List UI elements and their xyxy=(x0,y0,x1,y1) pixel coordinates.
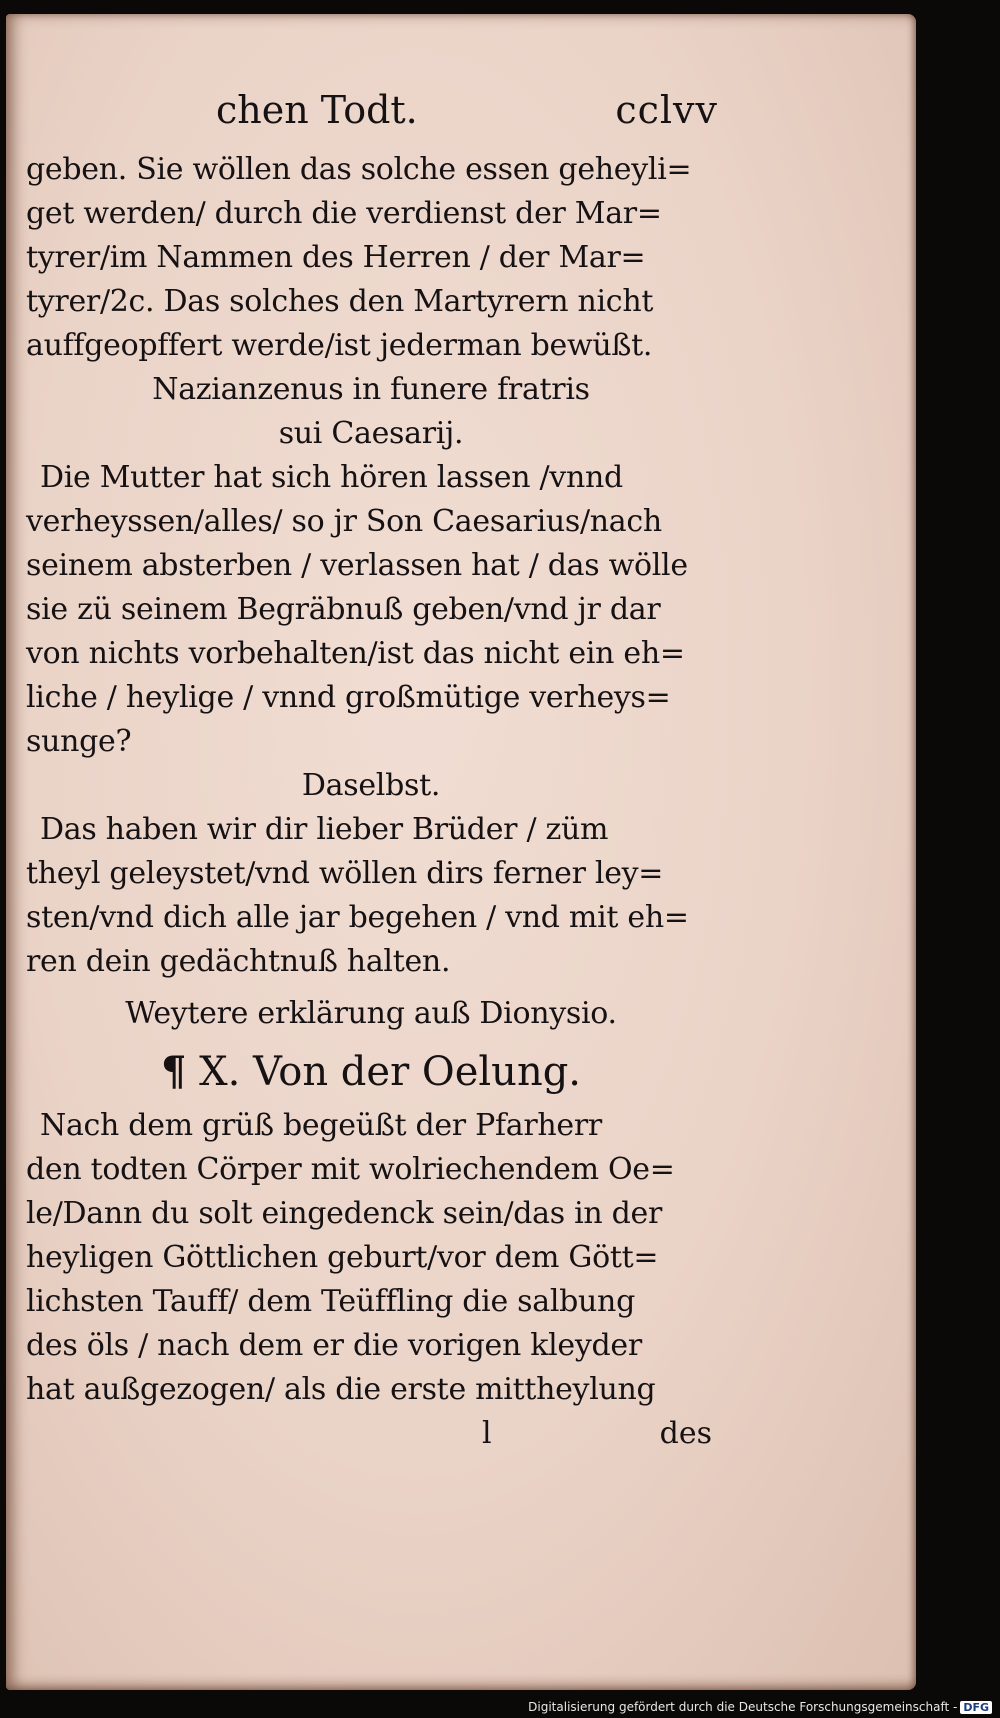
text-line: le/Dann du solt eingedenck sein/das in der xyxy=(26,1196,663,1231)
text-line: auffgeopffert werde/ist jederman bewüßt. xyxy=(26,328,653,363)
text-line: liche / heylige / vnnd großmütige verheys= xyxy=(26,680,671,715)
dfg-logo: DFG xyxy=(960,1701,992,1714)
text-line: sten/vnd dich alle jar begehen / vnd mit eh= xyxy=(26,900,689,935)
text-line: Das haben wir dir lieber Brüder / züm xyxy=(40,812,609,847)
text-line: Nach dem grüß begeüßt der Pfarherr xyxy=(40,1108,602,1143)
signature-mark: l xyxy=(482,1416,492,1451)
catchline xyxy=(26,1412,716,1456)
citation-heading: sui Caesarij. xyxy=(278,416,464,451)
text-line: sunge? xyxy=(26,724,132,759)
text-line: verheyssen/alles/ so jr Son Caesarius/nach xyxy=(26,504,662,539)
text-line: geben. Sie wöllen das solche essen geheyli= xyxy=(26,152,692,187)
text-line: tyrer/im Nammen des Herren / der Mar= xyxy=(26,240,646,275)
section-heading xyxy=(26,1042,716,1104)
subheading: Weytere erklärung auß Dionysio. xyxy=(125,996,617,1031)
paragraph-mark: ¶ xyxy=(160,1048,187,1095)
text-line: von nichts vorbehalten/ist das nicht ein eh= xyxy=(26,636,685,671)
text-line: seinem absterben / verlassen hat / das wölle xyxy=(26,548,688,583)
text-line: den todten Cörper mit wolriechendem Oe= xyxy=(26,1152,675,1187)
digitization-credit xyxy=(528,1700,992,1714)
page-text xyxy=(26,82,716,1456)
text-line: hat außgezogen/ als die erste mittheylung xyxy=(26,1372,656,1407)
running-title: chen Todt. xyxy=(216,88,418,132)
section-title: X. Von der Oelung. xyxy=(199,1049,582,1095)
citation-heading: Nazianzenus in funere fratris xyxy=(152,372,590,407)
folio-number: cclvv xyxy=(615,88,718,132)
text-line: get werden/ durch die verdienst der Mar= xyxy=(26,196,662,231)
catchword: des xyxy=(659,1416,712,1451)
credit-text: Digitalisierung gefördert durch die Deutsche Forschungsgemeinschaft - xyxy=(528,1700,958,1714)
text-line: heyligen Göttlichen geburt/vor dem Gött= xyxy=(26,1240,659,1275)
text-line: lichsten Tauff/ dem Teüffling die salbung xyxy=(26,1284,635,1319)
text-line: des öls / nach dem er die vorigen kleyder xyxy=(26,1328,642,1363)
text-line: Die Mutter hat sich hören lassen /vnnd xyxy=(40,460,623,495)
text-line: tyrer/2c. Das solches den Martyrern nicht xyxy=(26,284,654,319)
text-line: ren dein gedächtnuß halten. xyxy=(26,944,451,979)
text-line: theyl geleystet/vnd wöllen dirs ferner ley= xyxy=(26,856,664,891)
running-head xyxy=(26,82,716,148)
text-line: sie zü seinem Begräbnuß geben/vnd jr dar xyxy=(26,592,661,627)
citation-heading: Daselbst. xyxy=(301,768,441,803)
